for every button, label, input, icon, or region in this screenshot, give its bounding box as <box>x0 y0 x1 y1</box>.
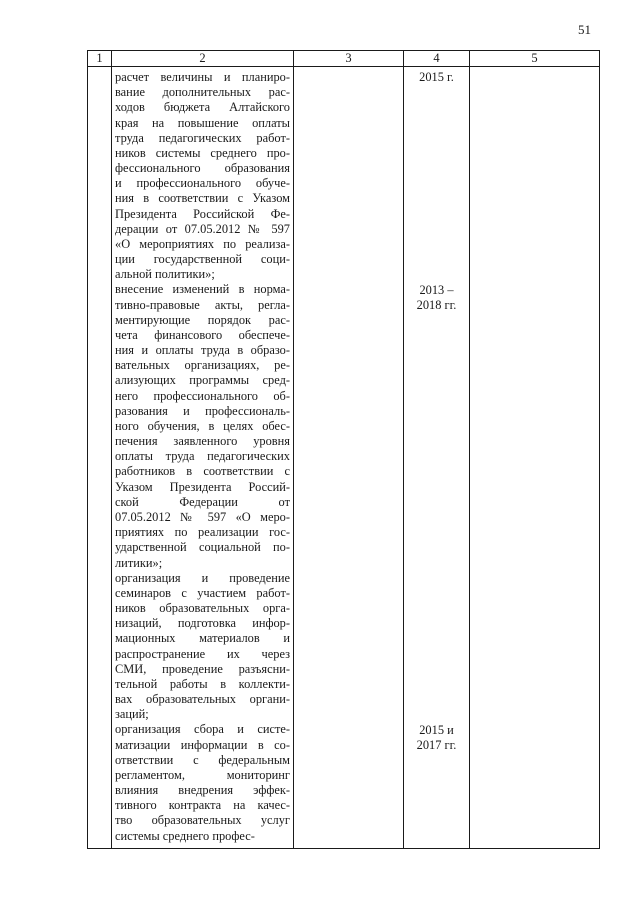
measure-line: ской Федерации от <box>115 494 290 509</box>
measure-line: Президента Российской Фе- <box>115 206 290 221</box>
term-line: 2018 гг. <box>416 297 457 312</box>
term-line: 2015 и <box>419 722 454 737</box>
term-period <box>404 723 469 753</box>
column-number-4: 4 <box>404 51 470 67</box>
column-number-1: 1 <box>88 51 112 67</box>
measure-line: СМИ, проведение разъясни- <box>115 661 290 676</box>
measure-line: ответствии с федеральным <box>115 752 290 767</box>
measure-line: внесение изменений в норма- <box>115 282 290 297</box>
term-line: 2017 гг. <box>416 737 457 752</box>
measure-line: вах образовательных органи- <box>115 692 290 707</box>
measure-item <box>115 571 290 723</box>
measure-line: влияния внедрения эффек- <box>115 783 290 798</box>
measure-line: ния и оплаты труда в образо- <box>115 343 290 358</box>
measure-line: труда педагогических работ- <box>115 130 290 145</box>
measure-line: дерации от 07.05.2012 № 597 <box>115 221 290 236</box>
cell-col-1 <box>88 67 112 849</box>
measure-line: ходов бюджета Алтайского <box>115 100 290 115</box>
measure-line: Указом Президента Россий- <box>115 479 290 494</box>
measure-line: приятиях по реализации гос- <box>115 525 290 540</box>
measure-line: литики»; <box>115 555 163 570</box>
column-number-2: 2 <box>112 51 294 67</box>
column-number-5: 5 <box>470 51 600 67</box>
measure-line: ударственной социальной по- <box>115 540 290 555</box>
measure-line: тивно-правовые акты, регла- <box>115 297 290 312</box>
measure-line: печения заявленного уровня <box>115 434 290 449</box>
term-line: 2013 – <box>419 282 454 297</box>
measure-line: организация сбора и систе- <box>115 722 290 737</box>
measure-line: распространение их через <box>115 646 290 661</box>
measure-line: оплаты труда педагогических <box>115 449 290 464</box>
measure-line: мационных материалов и <box>115 631 290 646</box>
measure-line: регламентом, мониторинг <box>115 767 290 782</box>
measure-line: 07.05.2012 № 597 «О меро- <box>115 509 290 524</box>
measure-line: тельной работы в коллекти- <box>115 676 290 691</box>
measures-text <box>115 70 290 844</box>
measure-line: заций; <box>115 707 149 722</box>
measure-item <box>115 70 290 282</box>
measure-line: работников в соответствии с <box>115 464 290 479</box>
table-body-row <box>88 67 600 849</box>
column-number-3: 3 <box>294 51 404 67</box>
measure-item <box>115 722 290 843</box>
measure-line: фессионального образования <box>115 161 290 176</box>
measure-line: тивного контракта на качес- <box>115 798 290 813</box>
measure-line: ализующих программы сред- <box>115 373 290 388</box>
measure-line: альной политики»; <box>115 267 215 282</box>
term-period <box>404 283 469 313</box>
measure-line: ции государственной соци- <box>115 252 290 267</box>
measure-line: низаций, подготовка инфор- <box>115 616 290 631</box>
measure-line: системы среднего профес- <box>115 828 255 843</box>
measure-line: него профессионального об- <box>115 388 290 403</box>
measure-line: тво образовательных услуг <box>115 813 290 828</box>
term-period <box>404 70 469 85</box>
measure-line: организация и проведение <box>115 570 290 585</box>
measure-item <box>115 282 290 570</box>
measure-line: края на повышение оплаты <box>115 115 290 130</box>
measure-line: вательных организациях, ре- <box>115 358 290 373</box>
measure-line: матизации информации в со- <box>115 737 290 752</box>
cell-terms <box>404 67 470 849</box>
term-line: 2015 г. <box>419 70 454 84</box>
measure-line: чета финансового обеспече- <box>115 327 290 342</box>
measure-line: семинаров с участием работ- <box>115 585 290 600</box>
measure-line: «О мероприятиях по реализа- <box>115 236 290 251</box>
measure-line: и профессионального обуче- <box>115 176 290 191</box>
cell-col-5 <box>470 67 600 849</box>
page-number: 51 <box>578 22 591 37</box>
measure-line: ников системы среднего про- <box>115 145 290 160</box>
measure-line: ментирующие порядок рас- <box>115 312 290 327</box>
measure-line: расчет величины и планиро- <box>115 70 290 84</box>
measure-line: ния в соответствии с Указом <box>115 191 290 206</box>
cell-col-3 <box>294 67 404 849</box>
measure-line: разования и профессиональ- <box>115 403 290 418</box>
table-header-row <box>88 51 600 67</box>
measure-line: ников образовательных орга- <box>115 601 290 616</box>
document-table <box>87 50 600 849</box>
terms-column <box>404 67 469 848</box>
measure-line: ного обучения, в целях обес- <box>115 418 290 433</box>
cell-measures <box>112 67 294 849</box>
measure-line: вание дополнительных рас- <box>115 85 290 100</box>
